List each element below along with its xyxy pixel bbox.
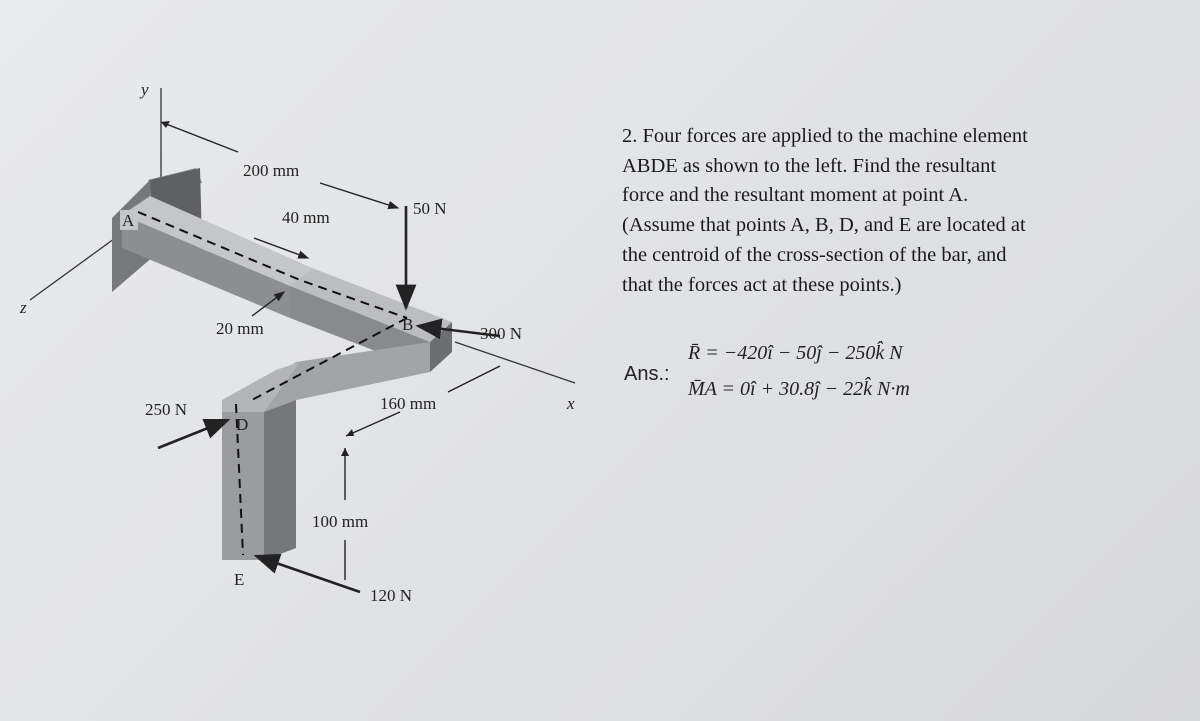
x-axis-line [455, 342, 575, 383]
dim-200-line-left [161, 122, 238, 152]
problem-line-4: (Assume that points A, B, D, and E are located at [622, 214, 1026, 237]
z-axis [30, 236, 118, 300]
dim-160-label: 160 mm [380, 394, 437, 413]
dim-160-line-right [448, 366, 500, 392]
dim-160-line-left [346, 412, 400, 436]
resultant-moment-equation: M̄A = 0î + 30.8ĵ − 22k̂ N·m [688, 378, 910, 400]
problem-line-1: 2. Four forces are applied to the machine element [622, 125, 1028, 147]
dim-20-label: 20 mm [216, 319, 264, 338]
force-250-label: 250 N [145, 400, 188, 419]
answer-label: Ans.: [624, 363, 670, 385]
problem-statement [622, 122, 1142, 300]
point-d-label: D [236, 415, 249, 434]
point-a-label: A [122, 211, 135, 230]
dim-200-label: 200 mm [243, 161, 300, 180]
y-axis-label: y [141, 80, 149, 99]
dim-100-label: 100 mm [312, 512, 369, 531]
z-axis-label: z [20, 298, 27, 317]
dim-200-line-right [320, 183, 398, 208]
force-120-label: 120 N [370, 586, 413, 605]
problem-line-6: that the forces act at these points.) [622, 273, 902, 296]
problem-line-5: the centroid of the cross-section of the bar, and [622, 243, 1007, 266]
resultant-force-equation: R̄ = −420î − 50ĵ − 250k̂ N [688, 342, 903, 364]
problem-line-3: force and the resultant moment at point A. [622, 184, 969, 207]
point-b-label: B [402, 315, 414, 334]
force-50-label: 50 N [413, 199, 447, 218]
x-axis-label: x [567, 394, 575, 413]
problem-line-2: ABDE as shown to the left. Find the resultant [622, 154, 997, 177]
point-e-label: E [234, 570, 245, 589]
force-300-label: 300 N [480, 324, 523, 343]
dim-40-label: 40 mm [282, 208, 330, 227]
force-250-arrow [158, 420, 228, 448]
